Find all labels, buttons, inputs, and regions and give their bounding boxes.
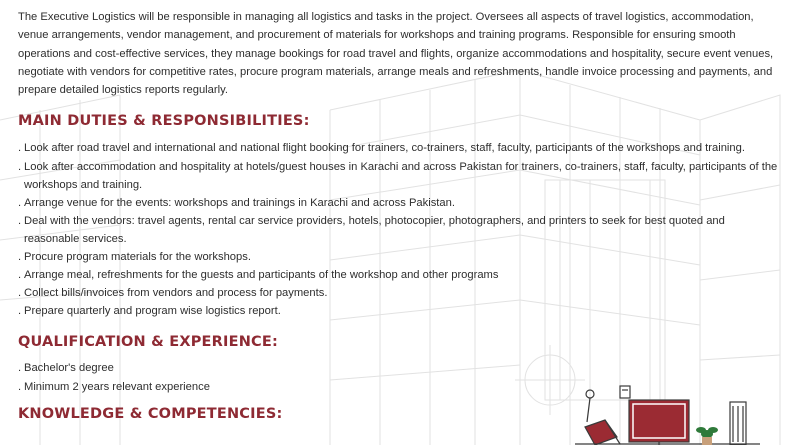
duties-list (18, 139, 778, 320)
list-item: . Arrange meal, refreshments for the guests and participants of the workshop and other programs (18, 269, 499, 282)
knowledge-heading: KNOWLEDGE & COMPETENCIES: (18, 405, 283, 422)
list-item: . Look after accommodation and hospitality at hotels/guest houses in Karachi and across Pakistan for trainers, co-trainers, staff, faculty, participants of the workshops and training. (18, 160, 778, 191)
intro-paragraph: The Executive Logistics will be responsible in managing all logistics and tasks in the project. Oversees all aspects of travel logistics, accommodation, venue arrangements, vendor management, and procurement of materials for workshops and training programs. Responsible for ensuring smooth operations and cost-effective services, they manage bookings for road travel and flights, organize accommodations and hospitality, secure event venues, negotiate with vendors for competitive rates, procure program materials, arrange meals and refreshments, handle invoice processing and payments, and prepare detailed logistics reports regularly. (18, 11, 774, 97)
desk-illustration (575, 382, 760, 445)
list-item: . Collect bills/invoices from vendors and process for payments. (18, 287, 328, 300)
list-item: . Prepare quarterly and program wise logistics report. (18, 305, 281, 318)
list-item: . Arrange venue for the events: workshops and trainings in Karachi and across Pakistan. (18, 196, 455, 209)
duties-heading: MAIN DUTIES & RESPONSIBILITIES: (18, 113, 310, 130)
job-description (18, 8, 778, 432)
list-item: . Bachelor's degree (18, 362, 114, 375)
list-item: . Deal with the vendors: travel agents, rental car service providers, hotels, photocopier, photographers, and printers to seek for best quoted and reasonable services. (18, 214, 725, 245)
list-item: . Procure program materials for the workshops. (18, 251, 251, 264)
list-item: . Look after road travel and international and national flight booking for trainers, co-trainers, staff, faculty, participants of the workshops and training. (18, 142, 745, 155)
list-item: . Minimum 2 years relevant experience (18, 380, 210, 393)
qualification-heading: QUALIFICATION & EXPERIENCE: (18, 334, 278, 351)
